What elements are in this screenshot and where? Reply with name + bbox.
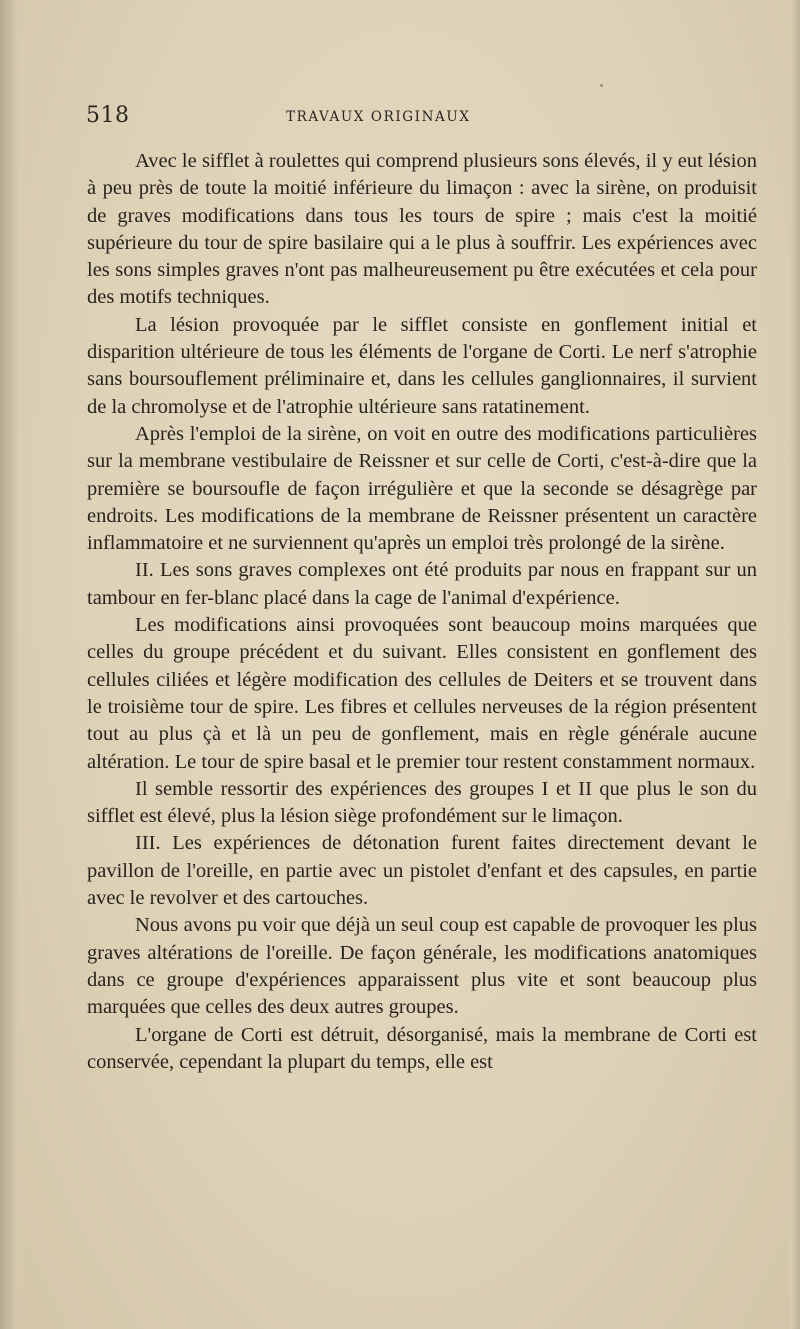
- paragraph-seul-coup: Nous avons pu voir que déjà un seul coup est capable de provoquer les plus graves altérations de l'oreille. De façon générale, les modifications anatomiques dans ce groupe d'expériences apparaissent plus vite et sont beaucoup plus marquées que celles des deux autres groupes.: [87, 914, 757, 1019]
- paragraph-sifflet-sirene: Avec le sifflet à roulettes qui comprend plusieurs sons élevés, il y eut lésion à peu près de toute la moitié inférieure du limaçon : avec la sirène, on produisit de graves modifications dans tous les tours de spire ; mais c'est la moitié supérieure du tour de spire basilaire qui a le plus à souffrir. Les expériences avec les sons simples graves n'ont pas malheureusement pu être exécutées et cela pour des motifs techniques.: [87, 150, 757, 309]
- paragraph-sons-graves: II. Les sons graves complexes ont été produits par nous en frappant sur un tambour en fer-blanc placé dans la cage de l'animal d'expérience.: [87, 559, 757, 609]
- paragraph-modifications: Les modifications ainsi provoquées sont beaucoup moins marquées que celles du groupe précédent et du suivant. Elles consistent en gonflement des cellules ciliées et légère modification des cellules de Deiters et se trouvent dans le troisième tour de spire. Les fibres et cellules nerveuses de la région présentent tout au plus çà et là un peu de gonflement, mais en règle générale aucune altération. Le tour de spire basal et le premier tour restent constamment normaux.: [87, 614, 757, 773]
- paragraph-detonation: III. Les expériences de détonation furent faites directement devant le pavillon de l'oreille, en partie avec un pistolet d'enfant et des capsules, en partie avec le revolver et des cartouches.: [87, 832, 757, 910]
- ink-fleck: [600, 84, 603, 87]
- scan-edge-left: [0, 0, 18, 1329]
- running-head: TRAVAUX ORIGINAUX: [286, 109, 471, 125]
- body-text: [87, 148, 757, 1076]
- paragraph-lesion-sifflet: La lésion provoquée par le sifflet consiste en gonflement initial et disparition ultérieure de tous les éléments de l'organe de Corti. Le nerf s'atrophie sans boursouflement préliminaire et, dans les cellules ganglionnaires, il survient de la chromolyse et de l'atrophie ultérieure sans ratatinement.: [87, 313, 757, 418]
- paragraph-emploi-sirene: Après l'emploi de la sirène, on voit en outre des modifications particulières sur la membrane vestibulaire de Reissner et sur celle de Corti, c'est-à-dire que la première se boursoufle de façon irrégulière et que la seconde se désagrège par endroits. Les modifications de la membrane de Reissner présentent un caractère inflammatoire et ne surviennent qu'après un emploi très prolongé de la sirène.: [87, 422, 757, 555]
- book-page: [18, 0, 790, 1329]
- paragraph-organe-corti: L'organe de Corti est détruit, désorganisé, mais la membrane de Corti est conservée, cependant la plupart du temps, elle est: [87, 1023, 757, 1073]
- page-header: [86, 103, 766, 137]
- paragraph-groupes-i-ii: Il semble ressortir des expériences des groupes I et II que plus le son du sifflet est élevé, plus la lésion siège profondément sur le limaçon.: [87, 777, 757, 828]
- scan-edge-right: [790, 0, 800, 1329]
- page-number: 518: [86, 103, 130, 128]
